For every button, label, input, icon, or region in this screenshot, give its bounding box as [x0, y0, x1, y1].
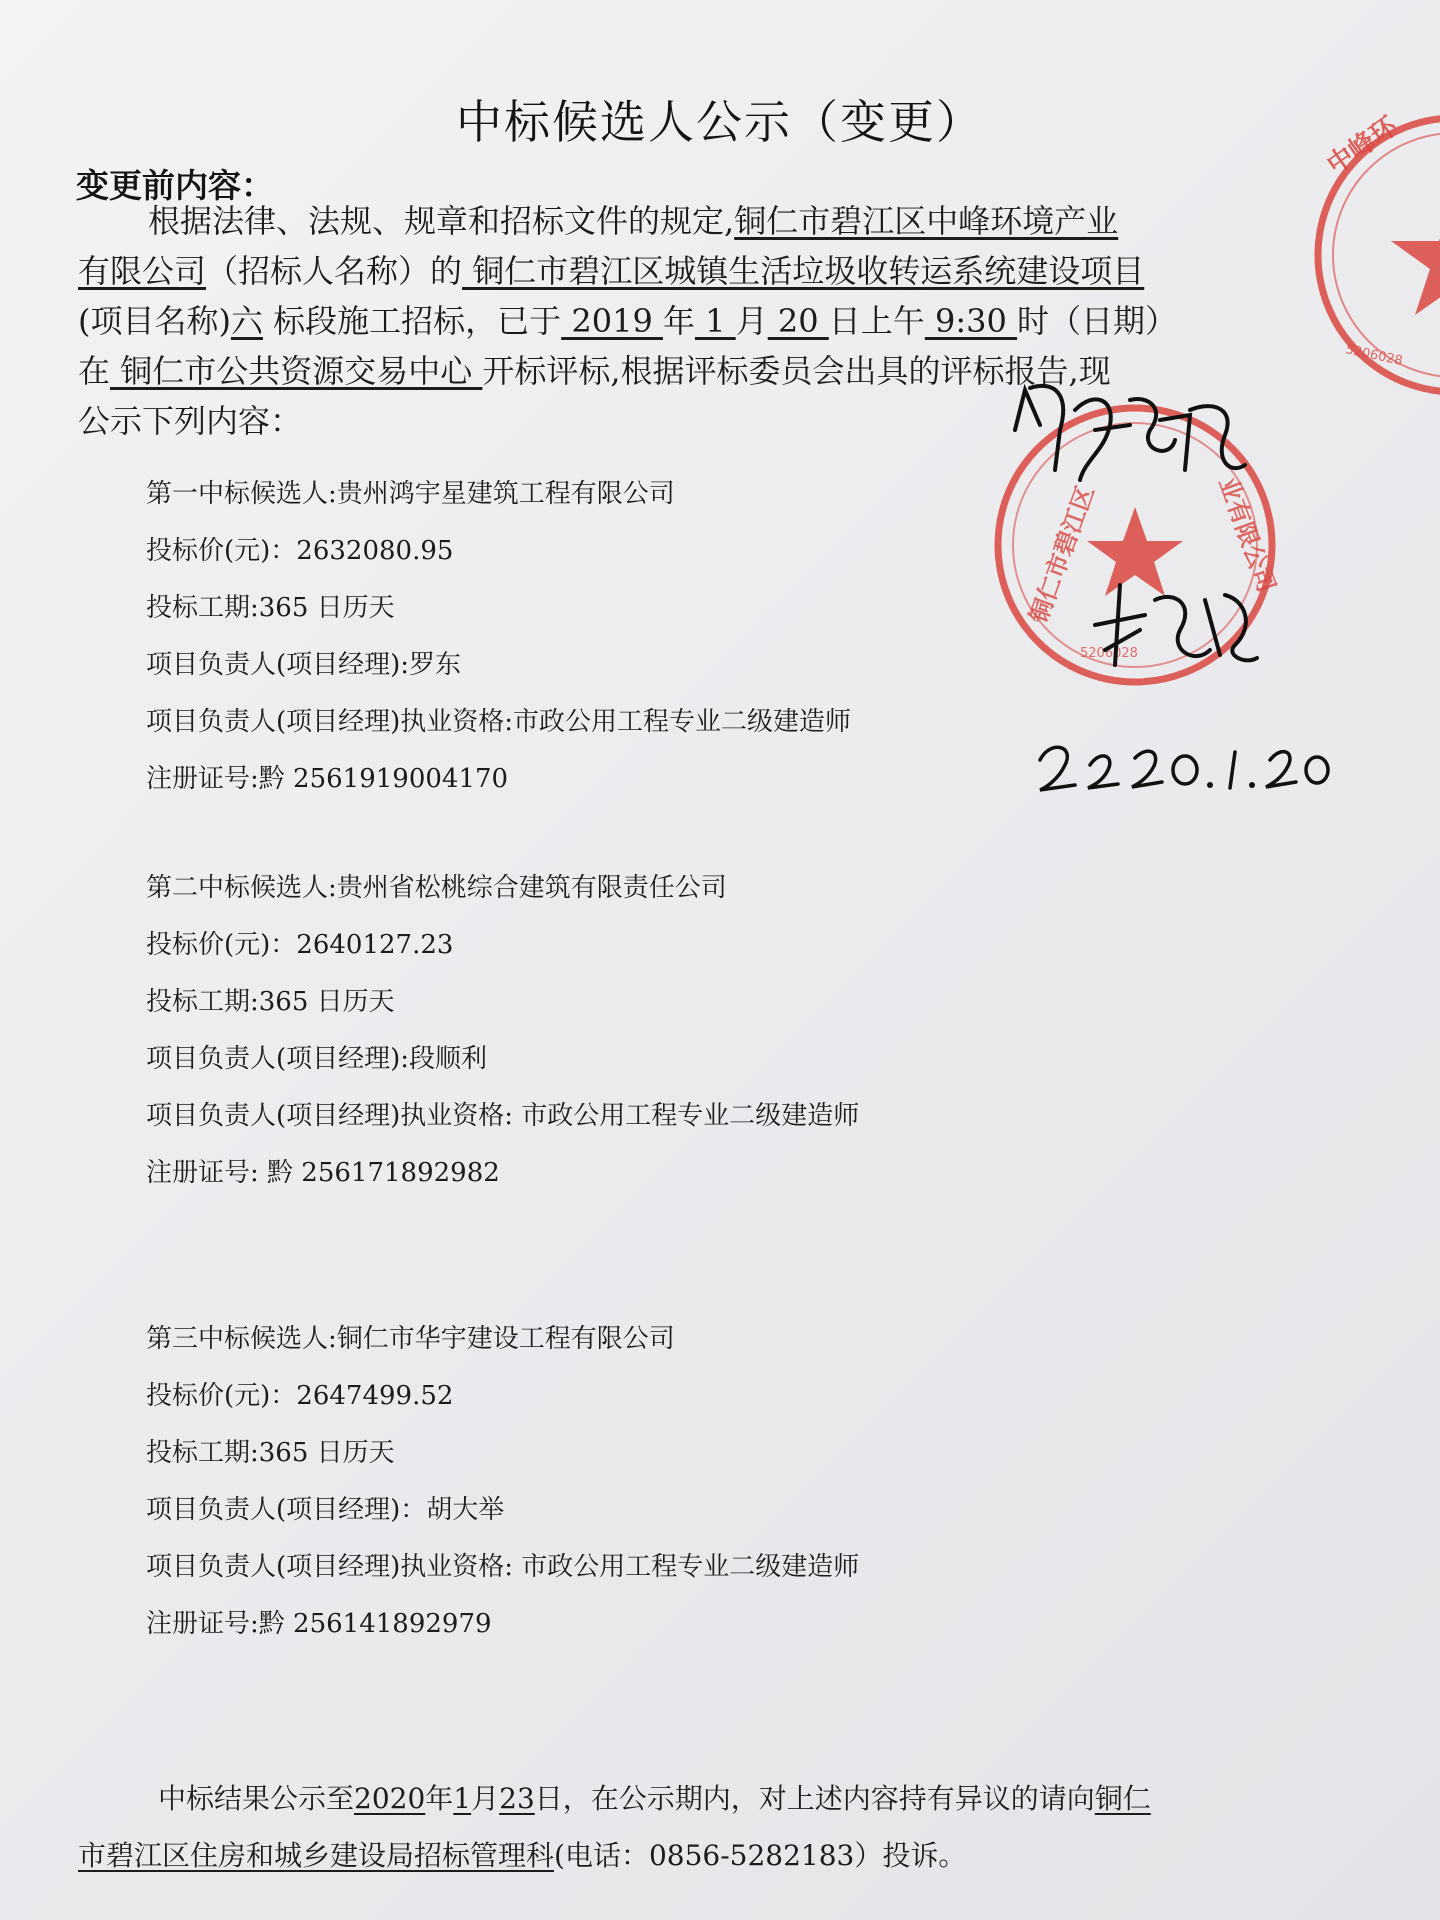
footer-text: 月: [471, 1782, 500, 1815]
footer-paragraph: [78, 1770, 1358, 1884]
section-number: 六: [230, 302, 263, 340]
authority-name-cont: 市碧江区住房和城乡建设局招标管理科: [78, 1839, 555, 1872]
intro-text: 标段施工招标，已于: [263, 302, 562, 340]
open-year: 2019: [561, 302, 663, 340]
candidate-reg-no: 注册证号:黔 256141892979: [146, 1609, 492, 1639]
intro-text: 时（日期）: [1016, 302, 1177, 340]
intro-line-3: [78, 296, 1308, 346]
footer-text: 年: [425, 1782, 454, 1815]
intro-text: 开标评标,根据评标委员会出具的评标报告,现: [482, 352, 1111, 390]
footer-line-2: [78, 1827, 1358, 1884]
tenderer-name-cont: 有限公司: [78, 252, 207, 290]
intro-text: 日上午: [828, 302, 925, 340]
candidate-name: 第三中标候选人:铜仁市华宇建设工程有限公司: [146, 1324, 675, 1354]
end-day: 23: [499, 1782, 535, 1815]
project-name: 铜仁市碧江区城镇生活垃圾收转运系统建设项目: [462, 252, 1145, 290]
svg-text:中峰环: 中峰环: [1321, 111, 1403, 181]
svg-text:5206028: 5206028: [1080, 646, 1138, 661]
end-year: 2020: [354, 1782, 426, 1815]
handwritten-date: [1030, 730, 1340, 800]
svg-text:铜仁市碧江区: 铜仁市碧江区: [1024, 482, 1100, 628]
footer-line-1: [78, 1770, 1358, 1827]
tenderer-name: 铜仁市碧江区中峰环境产业: [734, 202, 1119, 240]
candidate-price: 投标价(元)：2640127.23: [146, 930, 454, 960]
footer-text: 日，在公示期内，对上述内容持有异议的请向: [534, 1782, 1095, 1815]
open-time: 9:30: [924, 302, 1017, 340]
candidate-period: 投标工期:365 日历天: [146, 1438, 395, 1468]
intro-line-4: [78, 346, 1308, 396]
candidate-qualification: 项目负责人(项目经理)执业资格: 市政公用工程专业二级建造师: [146, 1552, 860, 1582]
open-day: 20: [767, 302, 829, 340]
company-seal: [985, 395, 1285, 695]
intro-text: 月: [735, 302, 768, 340]
section-heading: 变更前内容：: [76, 166, 274, 205]
candidate-manager: 项目负责人(项目经理):段顺利: [146, 1044, 488, 1074]
intro-text: （招标人名称）的: [206, 252, 463, 290]
footer-text: (电话：0856-5282183）投诉。: [554, 1839, 967, 1872]
intro-line-5: 公示下列内容：: [78, 402, 303, 440]
candidate-price: 投标价(元)：2632080.95: [146, 536, 454, 566]
end-month: 1: [453, 1782, 472, 1815]
candidate-price: 投标价(元)：2647499.52: [146, 1381, 454, 1411]
candidate-manager: 项目负责人(项目经理):罗东: [146, 650, 462, 680]
candidate-period: 投标工期:365 日历天: [146, 593, 395, 623]
candidate-reg-no: 注册证号: 黔 256171892982: [146, 1158, 500, 1188]
candidate-1-block: [146, 466, 851, 808]
intro-line-1: [78, 196, 1308, 246]
intro-text: 年: [662, 302, 695, 340]
candidate-3-block: [146, 1311, 859, 1653]
intro-text: 在: [78, 352, 111, 390]
intro-text: 根据法律、法规、规章和招标文件的规定,: [148, 202, 735, 240]
company-seal-partial: [1305, 105, 1440, 395]
svg-text:业有限公司: 业有限公司: [1213, 473, 1281, 596]
footer-text: 中标结果公示至: [158, 1782, 355, 1815]
page-title: 中标候选人公示（变更）: [456, 95, 984, 149]
candidate-name: 第一中标候选人:贵州鸿宇星建筑工程有限公司: [146, 479, 675, 509]
candidate-name: 第二中标候选人:贵州省松桃综合建筑有限责任公司: [146, 873, 727, 903]
intro-line-2: [78, 246, 1308, 296]
candidate-manager: 项目负责人(项目经理)：胡大举: [146, 1495, 505, 1525]
candidate-reg-no: 注册证号:黔 2561919004170: [146, 764, 509, 794]
candidate-period: 投标工期:365 日历天: [146, 987, 395, 1017]
candidate-qualification: 项目负责人(项目经理)执业资格:市政公用工程专业二级建造师: [146, 707, 852, 737]
svg-text:5206028: 5206028: [1344, 342, 1404, 369]
candidate-2-block: [146, 860, 859, 1202]
authority-name: 铜仁: [1094, 1782, 1151, 1815]
open-month: 1: [694, 302, 736, 340]
intro-text: (项目名称): [78, 302, 231, 340]
venue: 铜仁市公共资源交易中心: [110, 352, 483, 390]
candidate-qualification: 项目负责人(项目经理)执业资格: 市政公用工程专业二级建造师: [146, 1101, 860, 1131]
